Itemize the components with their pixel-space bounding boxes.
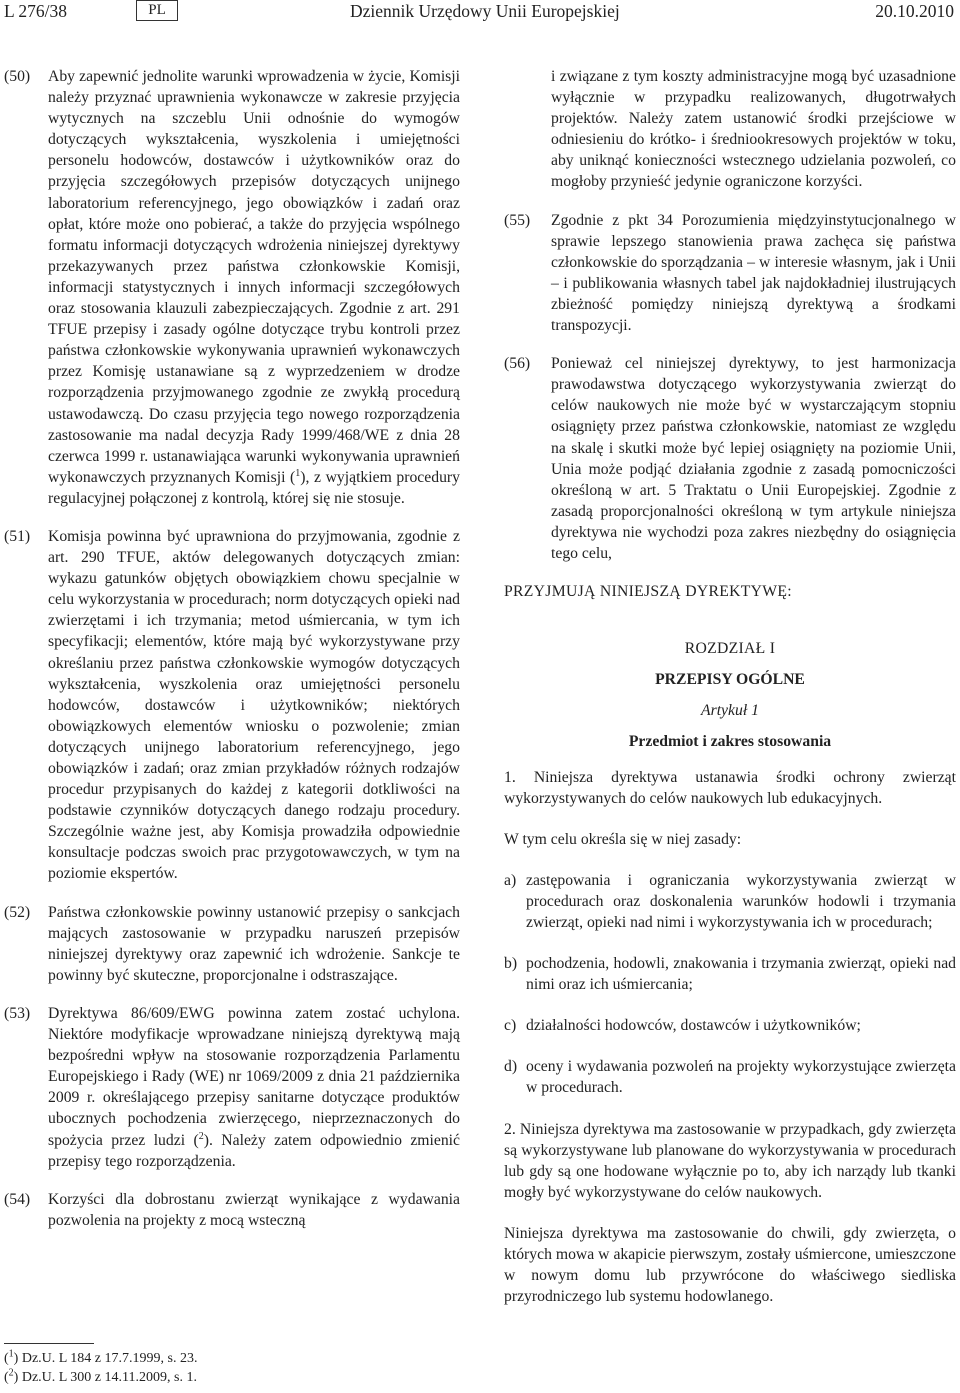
list-text: działalności hodowców, dostawców i użytkowników; [526,1017,861,1035]
recital-53 [4,1003,460,1172]
left-column [4,66,460,1248]
recital-text: Korzyści dla dobrostanu zwierząt wynikające z wydawania pozwolenia na projekty z mocą wsteczną [48,1190,460,1229]
list-label: c) [504,1017,517,1035]
recital-number: (52) [4,903,31,921]
recital-text-part: Dyrektywa 86/609/EWG powinna zatem zostać uchylona. Niektóre modyfikacje wprowadzane niniejszą dyrektywą mają bezpośredni wpływ na stosowanie rozporządzenia Parlamentu Europejskiego i Rady (WE) nr 1069/2009 z dnia 21 października 2009 r. określającego przepisy sanitarne dotyczące produktów ubocznych pochodzenia zwierzęcego, nieprzeznaczonych do spożycia przez ludzi ( [48,1004,460,1149]
list-label: b) [504,955,518,973]
article-paragraph-2: 2. Niniejsza dyrektywa ma zastosowanie w przypadkach, gdy zwierzęta są wykorzystywane lub planowane do wykorzystywania w procedurach lub gdy są one hodowane wyłącznie po to, aby ich narządy lub tkanki mogły być wykorzystywane do celów naukowych. [504,1120,956,1201]
page-reference: L 276/38 [4,1,68,21]
recital-text [48,1003,460,1172]
recital-number: (53) [4,1004,31,1022]
chapter-title: PRZEPISY OGÓLNE [655,671,805,689]
recital-text [48,66,460,509]
recital-number: (50) [4,68,31,85]
recital-text: i związane z tym koszty administracyjne mogą być uzasadnione wyłącznie w przypadku realizowanych, długotrwałych projektów. Należy zatem ustanowić środki przejściowe w odniesieniu do krótko- i średniookresowych projektów w toku, aby uniknąć konieczności wstecznego udzielania pozwoleń, co mogłoby przynieść jedynie ograniczone korzyści. [551,68,956,191]
recital-text: Zgodnie z pkt 34 Porozumienia międzyinstytucjonalnego w sprawie lepszego stanowienia prawa zachęca się państwa członkowskie do sporządzania – w interesie własnym, jak i Unii – i publikowania własnych tabel jak najdokładniej ilustrujących zbieżność pomiędzy niniejszą dyrektywą a środkami transpozycji. [551,211,956,335]
footnote-mark: 2 [8,1367,14,1379]
recital-54-continuation [504,66,956,193]
recital-text: Ponieważ cel niniejszej dyrektywy, to jest harmonizacja prawodawstwa dotyczącego wykorzystywania zwierząt do celów naukowych nie może być w wystarczającym stopniu osiągnięty przez państwa członkowskie, natomiast ze względu na skalę i skutki może być lepiej osiągnięty na poziomie Unii, Unia może podjąć działania zgodnie z zasadą pomocniczości określoną w art. 5 Traktatu o Unii Europejskiej. Zgodnie z zasadą proporcjonalności określoną w tym artykule niniejsza dyrektywa nie wychodzi poza zakres niezbędny do osiągnięcia tego celu, [551,355,956,562]
page-header [0,0,960,30]
footnotes [4,1343,460,1387]
footnote-mark: 1 [8,1348,14,1360]
list-item [504,1056,956,1098]
recital-56 [504,353,956,564]
recital-number: (51) [4,527,31,545]
recital-number: (55) [504,211,531,229]
recital-number: (54) [4,1190,31,1208]
article-paragraph-3: Niniejsza dyrektywa ma zastosowanie do chwili, gdy zwierzęta, o których mowa w akapicie pierwszym, zostały uśmiercone, umieszczone w nowym domu lub przywrócone do właściwego siedliska przyrodniczego lub systemu hodowlanego. [504,1224,956,1306]
list-item [504,870,956,933]
recital-text: Komisja powinna być uprawniona do przyjmowania, zgodnie z art. 290 TFUE, aktów delegowanych dotyczących zmian: wykazu gatunków objętych obowiązkiem chowu specjalnie w celu wykorzystania w procedurach; norm dotyczących opieki nad zwierzętami i ich trzymania; metod uśmiercania, w tym ich specyfikacji; elementów, które mają być wykorzystywane przy określaniu przez państwa członkowskie wymogów dotyczących wykształcenia, wyszkolenia oraz umiejętności personelu hodowców, dostawców i użytkowników; niektórych obowiązkowych elementów wniosku o pozwolenie; zmian dotyczących unijnego laboratorium referencyjnego, jego obowiązków i zadań; oraz zmian przykładów różnych rodzajów procedur przypisanych do każdej z kategorii dotkliwości na podstawie czynników dotyczących danego rodzaju procedury. Szczególnie ważne jest, aby Komisja prowadziła odpowiednie konsultacje podczas swoich prac przygotowawczych, w tym na poziomie ekspertów. [48,527,460,883]
recital-text-part: ), z wyjątkiem procedury regulacyjnej połączonej z kontrolą, której się nie stosuje. [48,468,460,507]
list-label: d) [504,1058,518,1076]
recital-text-part: Aby zapewnić jednolite warunki wprowadzenia w życie, Komisji należy przyznać uprawnienia wykonawcze w zakresie przyjęcia wytycznych na szczeblu Unii odnośnie do wymogów dotyczących wykształcenia, wyszkolenia i umiejętności personelu hodowców, dostawców i użytkowników oraz do przyjęcia szczegółowych przepisów dotyczących unijnego laboratorium referencyjnego, jego obowiązków i zadań oraz opłat, które może ono pobierać, a także do przyjęcia wspólnego formatu informacji dotyczących wdrożenia niniejszej dyrektywy przekazywanych przez państwa członkowskie Komisji, informacji statystycznych i innych informacji szczegółowych oraz stosowania klauzuli zabezpieczających. Zgodnie z art. 291 TFUE przepisy i zasady ogólne dotyczące trybu kontroli przez państwa członkowskie wykonywania uprawnień wykonawczych przez Komisję ustanawiane są z wyprzedzeniem w drodze rozporządzenia przyjmowanego zgodnie ze zwykłą procedurą ustawodawczą. Do czasu przyjęcia tego nowego rozporządzenia zastosowanie ma nadal decyzja Rady 1999/468/WE z dnia 28 czerwca 1999 r. ustanawiająca warunki wykonywania uprawnień wykonawczych przyznanych Komisji ( [48,68,460,486]
list-text: oceny i wydawania pozwoleń na projekty wykorzystujące zwierzęta w procedurach. [526,1058,956,1097]
recital-52 [4,902,460,986]
footnote-ref: 1 [295,467,301,479]
article-title: Przedmiot i zakres stosowania [628,733,832,751]
article-paragraph-1b: W tym celu określa się w niej zasady: [504,830,742,848]
recital-number: (56) [504,355,531,373]
article-paragraph-1: 1. Niniejsza dyrektywa ustanawia środki ochrony zwierząt wykorzystywanych do celów naukowych lub edukacyjnych. [504,768,956,807]
adoption-statement: PRZYJMUJĄ NINIEJSZĄ DYREKTYWĘ: [504,583,792,601]
journal-title: Dziennik Urzędowy Unii Europejskiej [350,1,620,21]
list-item [504,1015,956,1036]
right-column [504,66,956,1327]
chapter-number: ROZDZIAŁ I [684,640,776,658]
list-text: zastępowania i ograniczania wykorzystywania zwierząt w procedurach oraz doskonalenia warunków hodowli i trzymania zwierząt, opieki nad nimi i wykorzystywania ich w procedurach; [526,871,956,931]
recital-text: Państwa członkowskie powinny ustanowić przepisy o sankcjach mających zastosowanie w przypadku naruszeń przepisów niniejszej dyrektywy oraz zapewnić ich wdrożenie. Sankcje te powinny być skuteczne, proporcjonalne i odstraszające. [48,903,460,984]
list-label: a) [504,871,517,889]
footnote-1: ($^1$) Dz.U. L 184 z 17.7.1999, s. 23. [4,1348,198,1366]
recital-text-part: ). Należy zatem odpowiednio zmienić przepisy tego rozporządzenia. [48,1131,460,1170]
recital-54 [4,1189,460,1231]
recital-51 [4,526,460,885]
footnote-text: Dz.U. L 300 z 14.11.2009, s. 1. [21,1370,197,1385]
recital-55 [504,210,956,337]
article-number: Artykuł 1 [701,702,759,720]
list-item [504,953,956,995]
publication-date: 20.10.2010 [875,1,954,21]
footnote-text: Dz.U. L 184 z 17.7.1999, s. 23. [21,1351,198,1366]
recital-50 [4,66,460,509]
footnote-2: ($^2$) Dz.U. L 300 z 14.11.2009, s. 1. [4,1367,197,1385]
list-text: pochodzenia, hodowli, znakowania i trzymania zwierząt, opieki nad nimi oraz ich uśmiercania; [526,955,956,994]
footnote-divider [4,1343,94,1344]
footnote-ref: 2 [198,1130,204,1142]
language-badge: PL [136,0,178,21]
